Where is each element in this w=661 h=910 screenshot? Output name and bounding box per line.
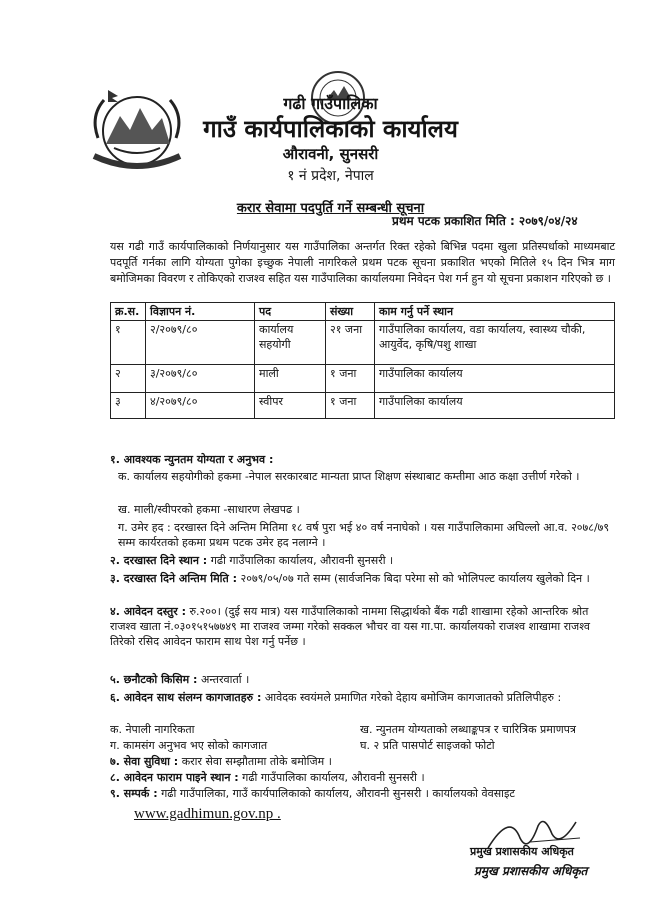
cell-adv: ४/२०७९/८० <box>146 393 255 419</box>
table-row <box>111 393 615 419</box>
cell-count: २१ जना <box>326 321 375 365</box>
municipality-name: गढी गाउँपालिका <box>283 94 378 113</box>
section-6-item-gha: घ. २ प्रति पासपोर्ट साइजको फोटो <box>360 739 495 752</box>
office-name: गाउँ कार्यपालिकाको कार्यालय <box>203 115 458 143</box>
website-link[interactable]: www.gadhimun.gov.np . <box>134 806 281 822</box>
section-1-item-b: ख. माली/स्वीपरको हकमा -साधारण लेखपढ । <box>118 503 300 516</box>
section-6: ६. आवेदन साथ संलग्न कागजातहरु : आवेदक स्वयंमले प्रमाणित गरेको देहाय बमोजिम कागजातको प्रतिलिपीहरु : <box>110 691 562 704</box>
section-6-row-1 <box>110 722 615 737</box>
section-8: ८. आवेदन फाराम पाइने स्थान : गढी गाउँपालिका कार्यालय, औरावनी सुनसरी । <box>110 771 425 784</box>
cell-place: गाउँपालिका कार्यालय, वडा कार्यालय, स्वास्थ्य चौकी, आयुर्वेद, कृषि/पशु शाखा <box>375 321 615 365</box>
notice-title: करार सेवामा पदपुर्ति गर्ने सम्बन्धी सूचना <box>236 201 425 216</box>
cell-post: स्वीपर <box>255 393 326 419</box>
header-sn: क्र.स. <box>111 303 146 321</box>
section-4: ४. आवेदन दस्तुर : रु.२००। (दुई सय मात्र) यस गाउँपालिकाको नाममा सिद्धार्थको बैंक गढी शाखामा रहेको आन्तरिक श्रोत राजश्व खाता नं.०३०१५१५७७४९ मा राजश्व जम्मा गरेको सक्कल भौचर वा यस गा.पा. कार्यालयको राजश्व शाखामा राजश्व तिरेको रसिद आवेदन फाराम साथ पेश गर्नु पर्नेछ । <box>110 605 591 648</box>
cell-place: गाउँपालिका कार्यालय <box>375 365 615 393</box>
cell-sn: २ <box>111 365 146 393</box>
header-adv: विज्ञापन नं. <box>146 303 255 321</box>
header-post: पद <box>255 303 326 321</box>
cell-count: १ जना <box>326 365 375 393</box>
section-6-item-ga: ग. कामसंग अनुभव भए सोको कागजात <box>110 739 268 752</box>
table-header-row <box>111 303 615 321</box>
intro-paragraph: यस गढी गाउँ कार्यपालिकाको निर्णयानुसार यस गाउँपालिका अन्तर्गत रिक्त रहेको बिभिन्न पदमा खुला प्रतिस्पर्धाको माध्यमबाट पदपूर्ति गर्नका लागि योग्यता पुगेका इच्छुक नेपाली नागरिकले प्रथम पटक सूचना प्रकाशित भएको मितिले १५ दिन भित्र माग बमोजिमका विवरण र तोकिएको राजश्व सहित यस गाउँपालिका कार्यालयमा निवेदन पेश गर्न हुन यो सूचना प्रकाशन गरिएको छ । <box>110 240 615 285</box>
vacancy-table <box>110 302 615 419</box>
section-5: ५. छनौटको किसिम : अन्तरवार्ता । <box>110 673 250 686</box>
section-1-item-c: ग. उमेर हद : दरखास्त दिने अन्तिम मितिमा १८ वर्ष पुरा भई ४० वर्ष ननाघेको । यस गाउँपालिकामा अघिल्लो आ.व. २०७८/७९ सम्म कार्यरतको हकमा प्रथम पटक उमेर हद नलाग्ने । <box>118 521 610 549</box>
section-9: ९. सम्पर्क : गढी गाउँपालिका, गाउँ कार्यपालिकाको कार्यालय, औरावनी सुनसरी । कार्यालयको वेवसाइट <box>110 787 515 800</box>
table-row <box>111 321 615 365</box>
section-7: ७. सेवा सुविधा : करार सेवा सम्झौतामा तोके बमोजिम । <box>110 755 332 768</box>
section-6-row-2 <box>110 738 615 753</box>
section-2: २. दरखास्त दिने स्थान : गढी गाउँपालिका कार्यालय, औरावनी सुनसरी । <box>110 554 394 567</box>
cell-sn: ३ <box>111 393 146 419</box>
section-1-title: १. आवश्यक न्युनतम योग्यता र अनुभव : <box>110 453 274 466</box>
office-location: औरावनी, सुनसरी <box>282 145 379 163</box>
province-line: १ नं प्रदेश, नेपाल <box>287 168 374 184</box>
cell-adv: ३/२०७९/८० <box>146 365 255 393</box>
cell-post: माली <box>255 365 326 393</box>
signature-title-typed: प्रमुख प्रशासकीय अधिकृत <box>470 845 574 858</box>
cell-sn: १ <box>111 321 146 365</box>
header-count: संख्या <box>326 303 375 321</box>
cell-count: १ जना <box>326 393 375 419</box>
published-date: प्रथम पटक प्रकाशित मिति : २०७९/०४/२४ <box>392 214 578 228</box>
signature-title-stamp: प्रमुख प्रशासकीय अधिकृत <box>474 864 588 878</box>
section-6-item-kha: ख. न्युनतम योग्यताको लब्धाङ्कपत्र र चारित्रिक प्रमाणपत्र <box>360 723 576 736</box>
header-place: काम गर्नु पर्ने स्थान <box>375 303 615 321</box>
cell-place: गाउँपालिका कार्यालय <box>375 393 615 419</box>
section-6-item-ka: क. नेपाली नागरिकता <box>110 723 195 736</box>
cell-post: कार्यालय सहयोगी <box>255 321 326 365</box>
cell-adv: २/२०७९/८० <box>146 321 255 365</box>
section-3: ३. दरखास्त दिने अन्तिम मिति : २०७९/०५/०७ गते सम्म (सार्वजनिक बिदा परेमा सो को भोलिपल्ट कार्यालय खुलेको दिन । <box>110 572 590 585</box>
section-1-item-a: क. कार्यालय सहयोगीको हकमा -नेपाल सरकारबाट मान्यता प्राप्त शिक्षण संस्थाबाट कम्तीमा आठ कक्षा उत्तीर्ण गरेको । <box>118 470 580 483</box>
table-row <box>111 365 615 393</box>
